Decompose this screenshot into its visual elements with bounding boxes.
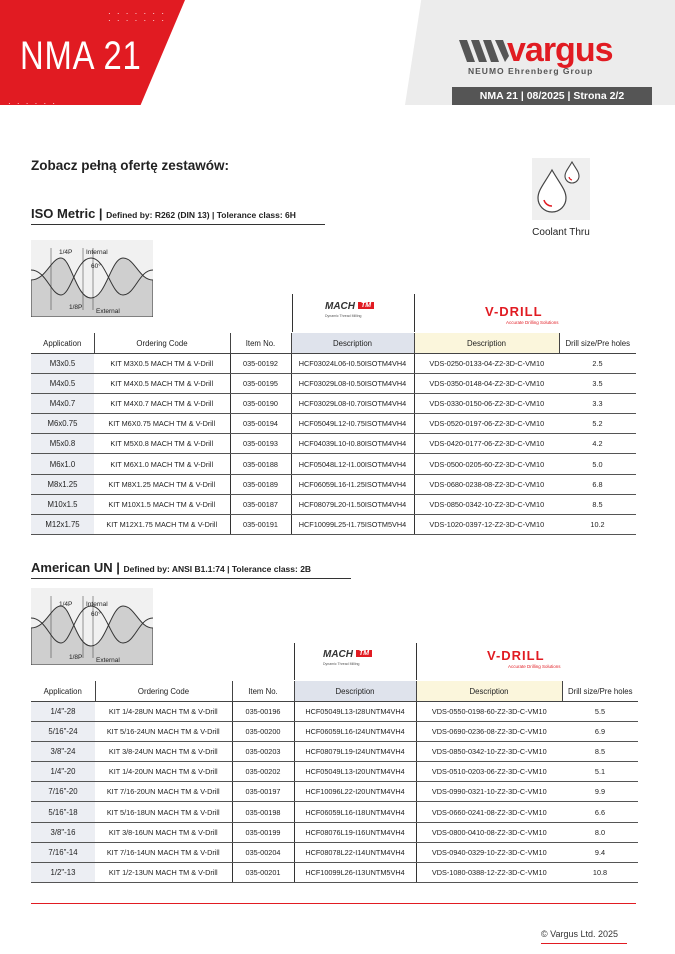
mach-tm-logo	[323, 649, 383, 673]
cell-mach-description: HCF08079L19-I24UNTM4VH4	[294, 742, 416, 762]
doc-info-bar: NMA 21 | 08/2025 | Strona 2/2	[452, 87, 652, 105]
cell-item-no: 035-00198	[232, 802, 294, 822]
cell-item-no: 035-00189	[230, 474, 291, 494]
cell-drill-size: 5.5	[562, 702, 638, 722]
cell-drill-size: 8.5	[559, 494, 636, 514]
vargus-logo-subtitle: NEUMO Ehrenberg Group	[468, 66, 594, 76]
col-mach-description: Description	[291, 333, 414, 354]
cell-mach-description: HCF05048L12-I1.00ISOTM4VH4	[291, 454, 414, 474]
col-item-no: Item No.	[230, 333, 291, 354]
cell-vdrill-description: VDS-0250-0133-04-Z2-3D-C-VM10	[414, 354, 559, 374]
cell-vdrill-description: VDS-0990-0321-10-Z2-3D-C-VM10	[416, 782, 562, 802]
dot-pattern: · · · · · · · · · · · · · ·	[108, 9, 166, 25]
cell-vdrill-description: VDS-1080-0388-12-Z2-3D-C-VM10	[416, 862, 562, 882]
table-row	[31, 862, 638, 882]
cell-ordering-code: KIT 1/2-13UN MACH TM & V-Drill	[95, 862, 232, 882]
cell-ordering-code: KIT M8X1.25 MACH TM & V-Drill	[94, 474, 230, 494]
col-drill-size: Drill size/Pre holes	[562, 681, 638, 702]
cell-vdrill-description: VDS-0500-0205-60-Z2-3D-C-VM10	[414, 454, 559, 474]
cell-application: 1/2"-13	[31, 862, 95, 882]
table-row	[31, 434, 636, 454]
cell-mach-description: HCF10099L26-I13UNTM5VH4	[294, 862, 416, 882]
cell-application: 1/4"-20	[31, 762, 95, 782]
label-external: External	[96, 308, 120, 315]
cell-item-no: 035-00196	[232, 702, 294, 722]
cell-ordering-code: KIT M6X0.75 MACH TM & V-Drill	[94, 414, 230, 434]
table-row	[31, 782, 638, 802]
table-row	[31, 722, 638, 742]
cell-ordering-code: KIT M6X1.0 MACH TM & V-Drill	[94, 454, 230, 474]
col-ordering-code: Ordering Code	[94, 333, 230, 354]
american-un-title: American UN | Defined by: ANSI B1.1:74 | Tolerance class: 2B	[31, 560, 312, 575]
cell-ordering-code: KIT M3X0.5 MACH TM & V-Drill	[94, 354, 230, 374]
american-un-table	[31, 681, 638, 883]
vdrill-logo-sub: Accurate Drilling Solutions	[506, 320, 559, 325]
cell-ordering-code: KIT M4X0.5 MACH TM & V-Drill	[94, 374, 230, 394]
divider	[414, 294, 415, 332]
cell-vdrill-description: VDS-0680-0238-08-Z2-3D-C-VM10	[414, 474, 559, 494]
vdrill-logo: V-DRILL	[485, 304, 543, 319]
cell-vdrill-description: VDS-1020-0397-12-Z2-3D-C-VM10	[414, 514, 559, 534]
cell-application: M5x0.8	[31, 434, 94, 454]
table-row	[31, 842, 638, 862]
cell-drill-size: 9.4	[562, 842, 638, 862]
cell-mach-description: HCF03029L08-I0.50ISOTM4VH4	[291, 374, 414, 394]
drops-icon	[532, 158, 590, 220]
cell-ordering-code: KIT 1/4-20UN MACH TM & V-Drill	[95, 762, 232, 782]
cell-drill-size: 10.8	[562, 862, 638, 882]
table-row	[31, 822, 638, 842]
table-row	[31, 474, 636, 494]
cell-item-no: 035-00202	[232, 762, 294, 782]
cell-vdrill-description: VDS-0420-0177-06-Z2-3D-C-VM10	[414, 434, 559, 454]
cell-vdrill-description: VDS-0350-0148-04-Z2-3D-C-VM10	[414, 374, 559, 394]
cell-application: 5/16"-24	[31, 722, 95, 742]
intro-heading: Zobacz pełną ofertę zestawów:	[31, 158, 230, 173]
table-row	[31, 702, 638, 722]
dot-pattern: · · · · · · · · · · · · · · · · · ·	[8, 99, 58, 122]
table-row	[31, 802, 638, 822]
cell-mach-description: HCF06059L16-I18UNTM4VH4	[294, 802, 416, 822]
label-quarter-pitch: 1/4P	[59, 249, 73, 256]
divider	[416, 643, 417, 680]
document-title: NMA 21	[20, 34, 142, 78]
cell-drill-size: 3.3	[559, 394, 636, 414]
col-vdrill-description: Description	[416, 681, 562, 702]
cell-application: M4x0.7	[31, 394, 94, 414]
cell-item-no: 035-00192	[230, 354, 291, 374]
cell-vdrill-description: VDS-0850-0342-10-Z2-3D-C-VM10	[414, 494, 559, 514]
iso-defined-text: Defined by: R262 (DIN 13) | Tolerance class: 6H	[106, 210, 296, 220]
cell-ordering-code: KIT 5/16-24UN MACH TM & V-Drill	[95, 722, 232, 742]
cell-application: 3/8"-16	[31, 822, 95, 842]
col-drill-size: Drill size/Pre holes	[559, 333, 636, 354]
cell-drill-size: 6.8	[559, 474, 636, 494]
table-row	[31, 414, 636, 434]
cell-ordering-code: KIT 7/16-20UN MACH TM & V-Drill	[95, 782, 232, 802]
cell-drill-size: 3.5	[559, 374, 636, 394]
cell-ordering-code: KIT 3/8-16UN MACH TM & V-Drill	[95, 822, 232, 842]
mach-logo-sub: Dynamic Thread Milling	[325, 314, 362, 318]
table-row	[31, 494, 636, 514]
cell-mach-description: HCF08078L22-I14UNTM4VH4	[294, 842, 416, 862]
cell-mach-description: HCF10096L22-I20UNTM4VH4	[294, 782, 416, 802]
divider	[294, 643, 295, 680]
vdrill-logo-sub: Accurate Drilling Solutions	[508, 664, 561, 669]
iso-metric-table	[31, 333, 636, 535]
col-mach-description: Description	[294, 681, 416, 702]
cell-item-no: 035-00188	[230, 454, 291, 474]
col-application: Application	[31, 681, 95, 702]
divider	[31, 224, 325, 225]
table-header-row	[31, 333, 636, 354]
divider	[31, 578, 351, 579]
table-row	[31, 454, 636, 474]
cell-item-no: 035-00195	[230, 374, 291, 394]
cell-item-no: 035-00200	[232, 722, 294, 742]
label-internal: Internal	[86, 601, 108, 608]
cell-vdrill-description: VDS-0690-0236-08-Z2-3D-C-VM10	[416, 722, 562, 742]
cell-vdrill-description: VDS-0800-0410-08-Z2-3D-C-VM10	[416, 822, 562, 842]
coolant-thru-label: Coolant Thru	[532, 227, 590, 238]
cell-mach-description: HCF06059L16-I24UNTM4VH4	[294, 722, 416, 742]
label-eighth-pitch: 1/8P	[69, 304, 83, 311]
cell-vdrill-description: VDS-0550-0198-60-Z2-3D-C-VM10	[416, 702, 562, 722]
cell-application: 5/16"-18	[31, 802, 95, 822]
cell-item-no: 035-00194	[230, 414, 291, 434]
cell-ordering-code: KIT M5X0.8 MACH TM & V-Drill	[94, 434, 230, 454]
col-vdrill-description: Description	[414, 333, 559, 354]
cell-drill-size: 5.2	[559, 414, 636, 434]
cell-application: M4x0.5	[31, 374, 94, 394]
cell-application: M3x0.5	[31, 354, 94, 374]
label-eighth-pitch: 1/8P	[69, 654, 83, 661]
cell-item-no: 035-00197	[232, 782, 294, 802]
cell-mach-description: HCF08079L20-I1.50ISOTM4VH4	[291, 494, 414, 514]
label-angle: 60°	[91, 263, 101, 270]
table-row	[31, 394, 636, 414]
mach-tm-badge: TM	[356, 650, 372, 657]
cell-mach-description: HCF03024L06-I0.50ISOTM4VH4	[291, 354, 414, 374]
cell-vdrill-description: VDS-0520-0197-06-Z2-3D-C-VM10	[414, 414, 559, 434]
cell-vdrill-description: VDS-0660-0241-08-Z2-3D-C-VM10	[416, 802, 562, 822]
cell-vdrill-description: VDS-0850-0342-10-Z2-3D-C-VM10	[416, 742, 562, 762]
col-application: Application	[31, 333, 94, 354]
cell-mach-description: HCF05049L13-I28UNTM4VH4	[294, 702, 416, 722]
cell-application: M12x1.75	[31, 514, 94, 534]
cell-vdrill-description: VDS-0510-0203-06-Z2-3D-C-VM10	[416, 762, 562, 782]
cell-application: M6x0.75	[31, 414, 94, 434]
divider	[292, 294, 293, 332]
vargus-logo-text: vargus	[507, 31, 613, 69]
col-ordering-code: Ordering Code	[95, 681, 232, 702]
vdrill-logo: V-DRILL	[487, 648, 545, 663]
cell-item-no: 035-00193	[230, 434, 291, 454]
coolant-thru-box	[532, 158, 590, 220]
label-external: External	[96, 657, 120, 664]
vargus-logo-icon	[459, 40, 509, 62]
table-row	[31, 742, 638, 762]
cell-application: M10x1.5	[31, 494, 94, 514]
cell-item-no: 035-00199	[232, 822, 294, 842]
iso-title-text: ISO Metric	[31, 206, 96, 221]
cell-ordering-code: KIT M12X1.75 MACH TM & V-Drill	[94, 514, 230, 534]
cell-vdrill-description: VDS-0330-0150-06-Z2-3D-C-VM10	[414, 394, 559, 414]
cell-drill-size: 4.2	[559, 434, 636, 454]
mach-logo-sub: Dynamic Thread Milling	[323, 662, 360, 666]
mach-logo-text: MACH	[323, 649, 353, 660]
cell-mach-description: HCF04039L10-I0.80ISOTM4VH4	[291, 434, 414, 454]
cell-ordering-code: KIT 5/16-18UN MACH TM & V-Drill	[95, 802, 232, 822]
cell-mach-description: HCF08076L19-I16UNTM4VH4	[294, 822, 416, 842]
cell-drill-size: 2.5	[559, 354, 636, 374]
un-title-text: American UN	[31, 560, 113, 575]
cell-item-no: 035-00204	[232, 842, 294, 862]
cell-ordering-code: KIT 1/4-28UN MACH TM & V-Drill	[95, 702, 232, 722]
cell-item-no: 035-00187	[230, 494, 291, 514]
table-row	[31, 762, 638, 782]
cell-ordering-code: KIT M4X0.7 MACH TM & V-Drill	[94, 394, 230, 414]
cell-ordering-code: KIT 7/16-14UN MACH TM & V-Drill	[95, 842, 232, 862]
cell-item-no: 035-00190	[230, 394, 291, 414]
cell-drill-size: 6.9	[562, 722, 638, 742]
cell-drill-size: 8.5	[562, 742, 638, 762]
copyright: © Vargus Ltd. 2025	[541, 929, 619, 939]
cell-ordering-code: KIT M10X1.5 MACH TM & V-Drill	[94, 494, 230, 514]
mach-tm-logo	[325, 301, 385, 325]
cell-ordering-code: KIT 3/8-24UN MACH TM & V-Drill	[95, 742, 232, 762]
cell-drill-size: 8.0	[562, 822, 638, 842]
cell-application: 1/4"-28	[31, 702, 95, 722]
cell-item-no: 035-00191	[230, 514, 291, 534]
cell-drill-size: 5.1	[562, 762, 638, 782]
label-quarter-pitch: 1/4P	[59, 601, 73, 608]
cell-drill-size: 10.2	[559, 514, 636, 534]
table-row	[31, 374, 636, 394]
cell-mach-description: HCF05049L13-I20UNTM4VH4	[294, 762, 416, 782]
cell-application: M6x1.0	[31, 454, 94, 474]
cell-drill-size: 5.0	[559, 454, 636, 474]
footer-divider	[31, 903, 636, 904]
cell-item-no: 035-00203	[232, 742, 294, 762]
cell-vdrill-description: VDS-0940-0329-10-Z2-3D-C-VM10	[416, 842, 562, 862]
cell-mach-description: HCF06059L16-I1.25ISOTM4VH4	[291, 474, 414, 494]
un-defined-text: Defined by: ANSI B1.1:74 | Tolerance class: 2B	[123, 564, 312, 574]
thread-profile-diagram	[31, 588, 153, 665]
cell-application: 7/16"-20	[31, 782, 95, 802]
cell-item-no: 035-00201	[232, 862, 294, 882]
col-item-no: Item No.	[232, 681, 294, 702]
cell-application: 7/16"-14	[31, 842, 95, 862]
thread-profile-diagram	[31, 240, 153, 317]
mach-tm-badge: TM	[358, 302, 374, 309]
cell-drill-size: 9.9	[562, 782, 638, 802]
cell-application: 3/8"-24	[31, 742, 95, 762]
copyright-underline	[541, 943, 627, 944]
cell-mach-description: HCF05049L12-I0.75ISOTM4VH4	[291, 414, 414, 434]
cell-application: M8x1.25	[31, 474, 94, 494]
cell-mach-description: HCF10099L25-I1.75ISOTM5VH4	[291, 514, 414, 534]
mach-logo-text: MACH	[325, 301, 355, 312]
iso-metric-title: ISO Metric | Defined by: R262 (DIN 13) | Tolerance class: 6H	[31, 206, 296, 221]
table-row	[31, 354, 636, 374]
cell-drill-size: 6.6	[562, 802, 638, 822]
label-internal: Internal	[86, 249, 108, 256]
table-header-row	[31, 681, 638, 702]
label-angle: 60°	[91, 611, 101, 618]
cell-mach-description: HCF03029L08-I0.70ISOTM4VH4	[291, 394, 414, 414]
table-row	[31, 514, 636, 534]
